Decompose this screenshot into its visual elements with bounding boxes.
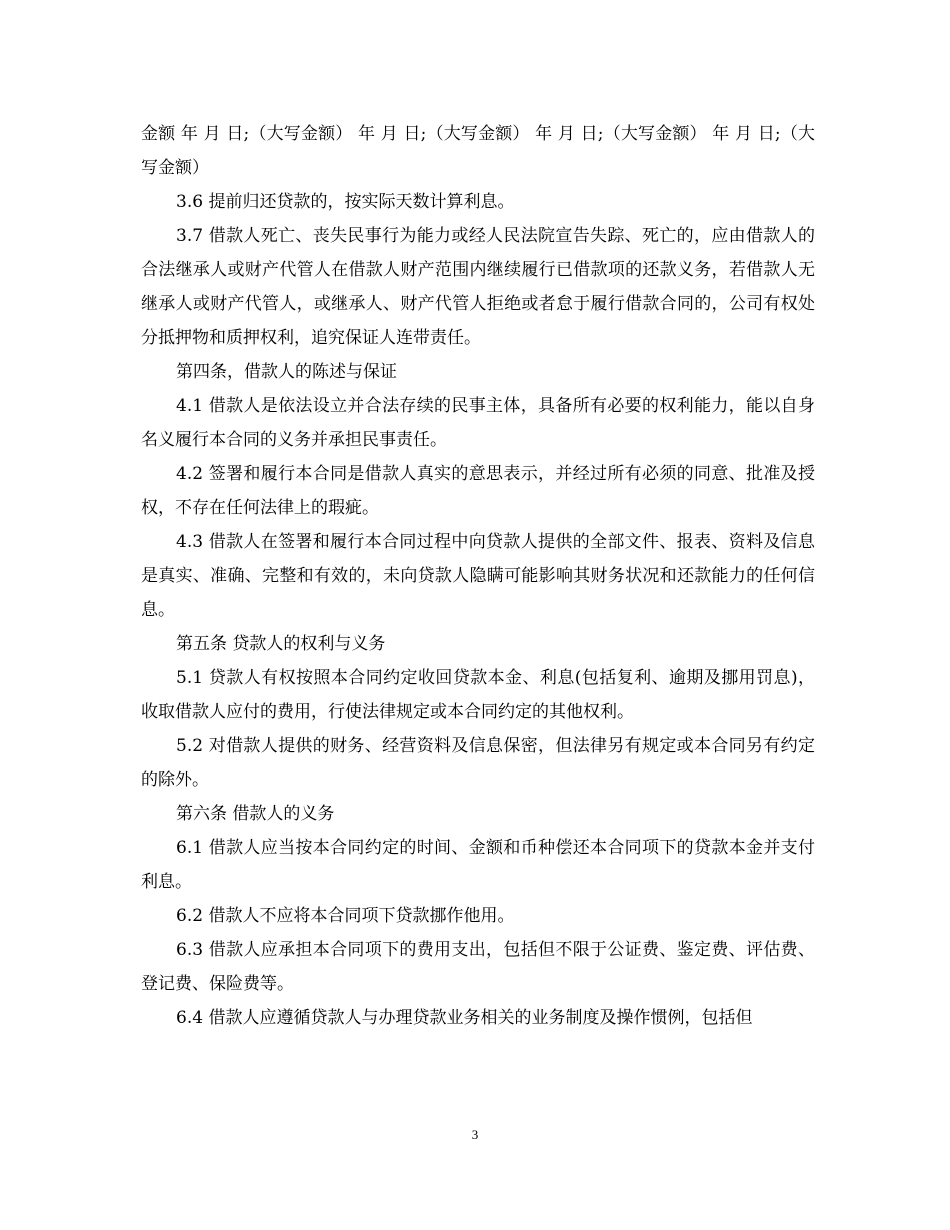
- clause-3-7: 3.7 借款人死亡、丧失民事行为能力或经人民法院宣告失踪、死亡的，应由借款人的合法继承人或财产代管人在借款人财产范围内继续履行已借款项的还款义务，若借款人无继承人或财产代管人，或继承人、财产代管人拒绝或者怠于履行借款合同的，公司有权处分抵押物和质押权利，追究保证人连带责任。: [141, 226, 815, 348]
- clause-6-2: 6.2 借款人不应将本合同项下贷款挪作他用。: [176, 906, 515, 926]
- clause-3-6: 3.6 提前归还贷款的，按实际天数计算利息。: [176, 192, 515, 212]
- document-body: [141, 117, 815, 1035]
- clause-6-1: 6.1 借款人应当按本合同约定的时间、金额和币种偿还本合同项下的贷款本金并支付利息。: [141, 838, 815, 892]
- article-5-heading: 第五条 贷款人的权利与义务: [176, 634, 386, 654]
- clause-6-3: 6.3 借款人应承担本合同项下的费用支出，包括但不限于公证费、鉴定费、评估费、登记费、保险费等。: [141, 940, 815, 994]
- clause-6-4: 6.4 借款人应遵循贷款人与办理贷款业务相关的业务制度及操作惯例，包括但: [176, 1008, 753, 1028]
- article-4-heading: 第四条，借款人的陈述与保证: [176, 362, 397, 382]
- clause-5-1: 5.1 贷款人有权按照本合同约定收回贷款本金、利息(包括复利、逾期及挪用罚息)，收取借款人应付的费用，行使法律规定或本合同约定的其他权利。: [141, 668, 815, 722]
- clause-4-2: 4.2 签署和履行本合同是借款人真实的意思表示，并经过所有必须的同意、批准及授权，不存在任何法律上的瑕疵。: [141, 464, 815, 518]
- clause-4-3: 4.3 借款人在签署和履行本合同过程中向贷款人提供的全部文件、报表、资料及信息是真实、准确、完整和有效的，未向贷款人隐瞒可能影响其财务状况和还款能力的任何信息。: [141, 532, 815, 620]
- clause-5-2: 5.2 对借款人提供的财务、经营资料及信息保密，但法律另有规定或本合同另有约定的除外。: [141, 736, 815, 790]
- clause-4-1: 4.1 借款人是依法设立并合法存续的民事主体，具备所有必要的权利能力，能以自身名义履行本合同的义务并承担民事责任。: [141, 396, 815, 450]
- page-number: 3: [471, 1127, 479, 1142]
- article-6-heading: 第六条 借款人的义务: [176, 804, 335, 824]
- paragraph-continuation: 金额 年 月 日;（大写金额） 年 月 日;（大写金额） 年 月 日;（大写金额） 年 月 日;（大写金额）: [141, 124, 815, 178]
